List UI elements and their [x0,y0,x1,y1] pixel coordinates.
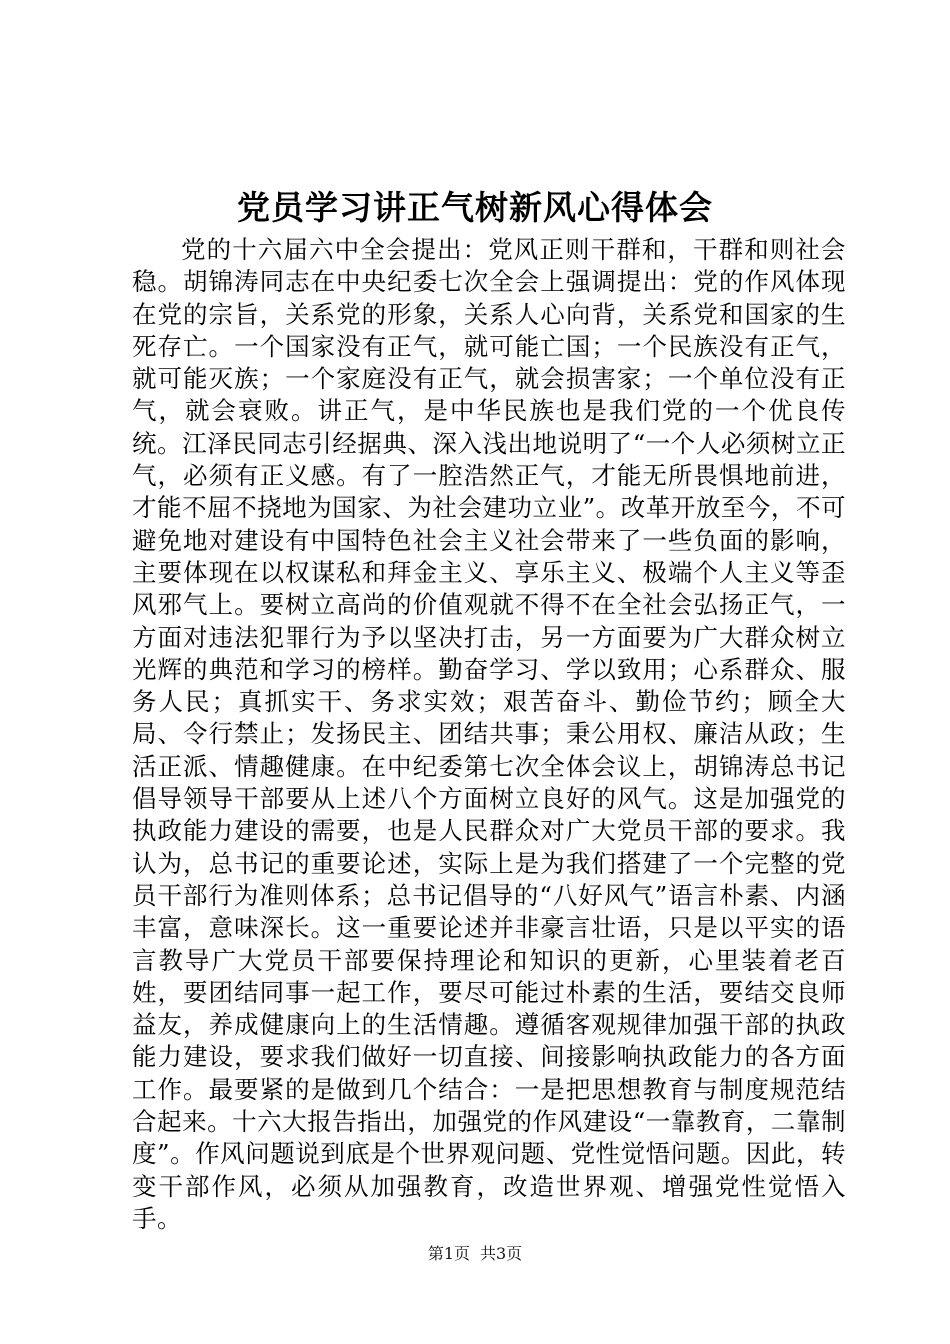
page-number-current: 第1页 [427,1244,470,1263]
page-number-total: 共3页 [480,1244,523,1263]
page-footer [0,1243,950,1265]
document-body-paragraph: 党的十六届六中全会提出：党风正则干群和，干群和则社会稳。胡锦涛同志在中央纪委七次全会上强调提出：党的作风体现在党的宗旨，关系党的形象，关系人心向背，关系党和国家的生死存亡。一个国家没有正气，就可能亡国；一个民族没有正气，就可能灭族；一个家庭没有正气，就会损害家；一个单位没有正气，就会衰败。讲正气，是中华民族也是我们党的一个优良传统。江泽民同志引经据典、深入浅出地说明了“一个人必须树立正气，必须有正义感。有了一腔浩然正气，才能无所畏惧地前进，才能不屈不挠地为国家、为社会建功立业”。改革开放至今，不可避免地对建设有中国特色社会主义社会带来了一些负面的影响，主要体现在以权谋私和拜金主义、享乐主义、极端个人主义等歪风邪气上。要树立高尚的价值观就不得不在全社会弘扬正气，一方面对违法犯罪行为予以坚决打击，另一方面要为广大群众树立光辉的典范和学习的榜样。勤奋学习、学以致用；心系群众、服务人民；真抓实干、务求实效；艰苦奋斗、勤俭节约；顾全大局、令行禁止；发扬民主、团结共事；秉公用权、廉洁从政；生活正派、情趣健康。在中纪委第七次全体会议上，胡锦涛总书记倡导领导干部要从上述八个方面树立良好的风气。这是加强党的执政能力建设的需要，也是人民群众对广大党员干部的要求。我认为，总书记的重要论述，实际上是为我们搭建了一个完整的党员干部行为准则体系；总书记倡导的“八好风气”语言朴素、内涵丰富，意味深长。这一重要论述并非豪言壮语，只是以平实的语言教导广大党员干部要保持理论和知识的更新，心里装着老百姓，要团结同事一起工作，要尽可能过朴素的生活，要结交良师益友，养成健康向上的生活情趣。遵循客观规律加强干部的执政能力建设，要求我们做好一切直接、间接影响执政能力的各方面工作。最要紧的是做到几个结合：一是把思想教育与制度规范结合起来。十六大报告指出，加强党的作风建设“一靠教育，二靠制度”。作风问题说到底是个世界观问题、党性觉悟问题。因此，转变干部作风，必须从加强教育，改造世界观、增强党性觉悟入手。 [132,235,846,1233]
document-title: 党员学习讲正气树新风心得体会 [237,188,713,227]
